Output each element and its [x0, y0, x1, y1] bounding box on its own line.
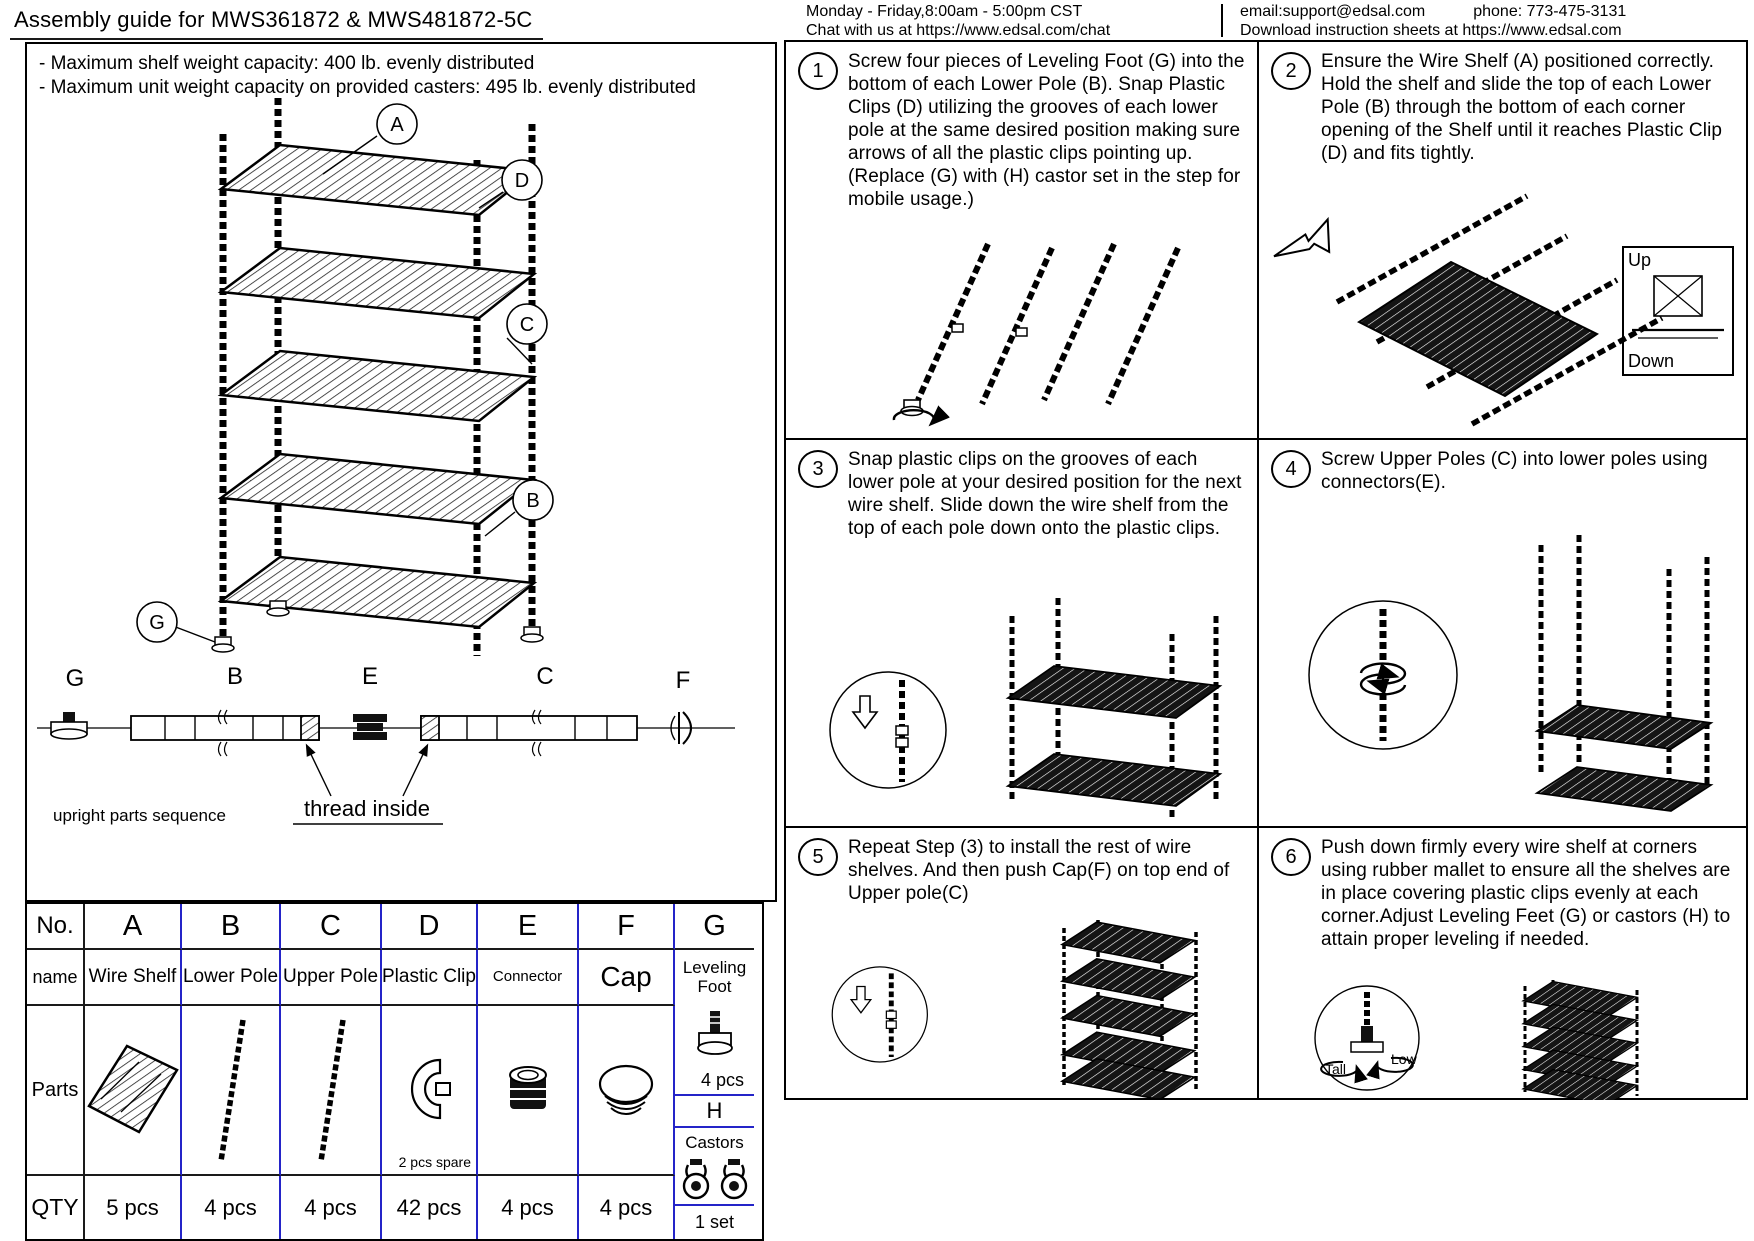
shelf-unit-diagram: [55, 96, 695, 656]
part-name-b: Lower Pole: [182, 950, 281, 1006]
hours-line: Monday - Friday,8:00am - 5:00pm CST: [806, 3, 1083, 20]
up-label: Up: [1628, 250, 1652, 270]
part-name-c: Upper Pole: [281, 950, 382, 1006]
step-3-panel: [786, 438, 1257, 826]
wire-shelves: [221, 145, 534, 627]
step-5-panel: [786, 826, 1257, 1098]
qty-h: 1 set: [694, 1212, 735, 1232]
part-cell-d: [382, 1006, 478, 1176]
clip-detail-zoom: [830, 672, 946, 788]
up-down-inset: [1622, 246, 1734, 376]
step-1-number: 1: [798, 52, 838, 90]
castor-icon: [718, 1157, 750, 1201]
qty-c: 4 pcs: [281, 1176, 382, 1239]
wire-shelf: [1008, 754, 1220, 806]
table-header-e: E: [478, 904, 579, 950]
table-header-h: H: [675, 1096, 754, 1128]
low-label: Low: [1391, 1051, 1417, 1067]
shelf-capacity-note: - Maximum shelf weight capacity: 400 lb. evenly distributed: [39, 53, 535, 74]
plastic-clip-icon: [396, 1055, 462, 1125]
step-6-number: 6: [1271, 838, 1311, 876]
qty-f: 4 pcs: [579, 1176, 675, 1239]
download-line: Download instruction sheets at https://www.edsal.com: [1240, 22, 1622, 39]
part-cell-g: [675, 1004, 754, 1066]
seq-letter-g: G: [65, 665, 85, 692]
connector-icon: [499, 1061, 557, 1119]
seq-foot-icon: [51, 712, 87, 739]
title-rule: [10, 38, 543, 40]
step-3-diagram: [796, 590, 1246, 820]
castor-icon: [680, 1157, 712, 1201]
step-4-number: 4: [1271, 450, 1311, 488]
step-1-text: Screw four pieces of Leveling Foot (G) into the bottom of each Lower Pole (B). Snap Plastic Clips (D) utilizing the grooves of each lower pole at the same desired position making sure arrows of all the plastic clips pointing up.(Replace (G) with (H) castor set in the step for mobile usage.): [848, 51, 1245, 210]
step-3-number: 3: [798, 450, 838, 488]
g-column: [675, 950, 754, 1239]
down-label: Down: [1628, 351, 1675, 371]
qty-g: 4 pcs: [675, 1066, 754, 1096]
capacity-notes: [39, 52, 696, 100]
seq-upper-pole: [421, 710, 637, 756]
step-6-panel: [1257, 826, 1746, 1098]
seq-connector-icon: [353, 714, 387, 740]
row-label-name: name: [27, 950, 85, 1006]
part-cell-e: [478, 1006, 579, 1176]
step-5-text: Repeat Step (3) to install the rest of wire shelves. And then push Cap(F) on top end of Upper pole(C): [848, 837, 1230, 904]
seq-letter-c: C: [536, 663, 554, 690]
seq-letter-e: E: [361, 663, 379, 690]
step-1-panel: [786, 42, 1257, 438]
step-5-number: 5: [798, 838, 838, 876]
step-2-text: Ensure the Wire Shelf (A) positioned correctly. Hold the shelf and slide the top of each Lower Pole (B) through the bottom of each corner opening of the Shelf until it reaches Plastic Clip (D) and fits tightly.: [1321, 51, 1723, 164]
part-cell-f: [579, 1006, 675, 1176]
chat-link-line: Chat with us at https://www.edsal.com/chat: [806, 22, 1111, 39]
tall-label: Tall: [1325, 1061, 1347, 1077]
thread-note-arrows: [307, 746, 427, 796]
part-name-a: Wire Shelf: [85, 950, 182, 1006]
step-4-panel: [1257, 438, 1746, 826]
part-cell-a: [85, 1006, 182, 1176]
step-3-text: Snap plastic clips on the grooves of each lower pole at your desired position for the next wire shelf. Slide down the wire shelf from the top of each pole down onto the plastic clips.: [848, 449, 1242, 539]
step-1-diagram: [856, 232, 1216, 432]
wire-shelf: [1537, 705, 1711, 749]
seq-letter-f: F: [675, 667, 691, 694]
step-2-number: 2: [1271, 52, 1311, 90]
qty-a: 5 pcs: [85, 1176, 182, 1239]
assembly-overview-box: [25, 42, 777, 902]
instruction-steps: [784, 40, 1748, 1100]
part-cell-c: [281, 1006, 382, 1176]
contact-info: [1240, 2, 1626, 40]
table-header-a: A: [85, 904, 182, 950]
table-header-c: C: [281, 904, 382, 950]
row-label-qty: QTY: [27, 1176, 85, 1239]
wire-shelf-icon: [83, 1042, 183, 1138]
step-5-diagram: [806, 916, 1246, 1098]
parts-table: [25, 902, 764, 1241]
seq-letter-b: B: [226, 663, 244, 690]
qty-b: 4 pcs: [182, 1176, 281, 1239]
support-email: email:support@edsal.com: [1240, 3, 1426, 20]
lower-pole-icon: [201, 1015, 261, 1165]
connector-detail-zoom: [1309, 601, 1457, 749]
leveling-detail-zoom: [1315, 986, 1419, 1090]
part-cell-h: [675, 1154, 754, 1206]
label-g: G: [149, 612, 165, 634]
label-a: A: [390, 114, 404, 136]
wire-shelf: [1537, 767, 1711, 811]
unit-capacity-note: - Maximum unit weight capacity on provided casters: 495 lb. evenly distributed: [39, 77, 696, 98]
slide-direction-arrow: [1274, 213, 1334, 264]
qty-d: 42 pcs: [382, 1176, 478, 1239]
seq-lower-pole: [131, 710, 319, 756]
upper-pole-icon: [301, 1015, 361, 1165]
step-6-text: Push down firmly every wire shelf at corners using rubber mallet to ensure all the shelves are in place covering plastic clips evenly at each corner.Adjust Leveling Feet (G) or castors (H) to attain proper leveling if needed.: [1321, 837, 1731, 950]
part-name-e: Connector: [478, 950, 579, 1006]
part-name-d: Plastic Clip: [382, 950, 478, 1006]
step-4-diagram: [1273, 535, 1733, 820]
table-header-f: F: [579, 904, 675, 950]
step-2-panel: [1257, 42, 1746, 438]
table-header-b: B: [182, 904, 281, 950]
label-b: B: [526, 490, 540, 512]
header-divider: [1221, 4, 1223, 37]
leveling-foot-icon: [693, 1007, 737, 1063]
wire-shelf: [1008, 666, 1220, 718]
thread-inside-note: thread inside: [304, 796, 430, 821]
part-name-g: Leveling Foot: [682, 958, 747, 996]
spare-note: 2 pcs spare: [398, 1154, 471, 1170]
page-title: Assembly guide for MWS361872 & MWS481872-5C: [14, 7, 533, 32]
table-header-g: G: [675, 904, 754, 950]
upright-parts-sequence-diagram: [35, 656, 769, 851]
table-header-no: No.: [27, 904, 85, 950]
support-hours: [806, 2, 1110, 40]
label-d: D: [514, 170, 530, 192]
five-shelf-stack: [1062, 922, 1195, 1098]
foot-being-screwed: [894, 400, 934, 423]
five-shelf-stack: [1523, 982, 1637, 1100]
part-cell-b: [182, 1006, 281, 1176]
table-header-d: D: [382, 904, 478, 950]
step-4-text: Screw Upper Poles (C) into lower poles using connectors(E).: [1321, 449, 1708, 493]
clip-detail-zoom: [832, 967, 927, 1062]
label-c: C: [519, 314, 535, 336]
part-name-h: Castors: [685, 1133, 744, 1152]
sequence-caption: upright parts sequence: [53, 806, 226, 825]
step-6-diagram: [1287, 978, 1727, 1100]
cap-icon: [593, 1060, 659, 1120]
part-name-f: Cap: [579, 950, 675, 1006]
row-label-parts: Parts: [27, 1006, 85, 1176]
support-phone: phone: 773-475-3131: [1473, 3, 1627, 20]
qty-e: 4 pcs: [478, 1176, 579, 1239]
